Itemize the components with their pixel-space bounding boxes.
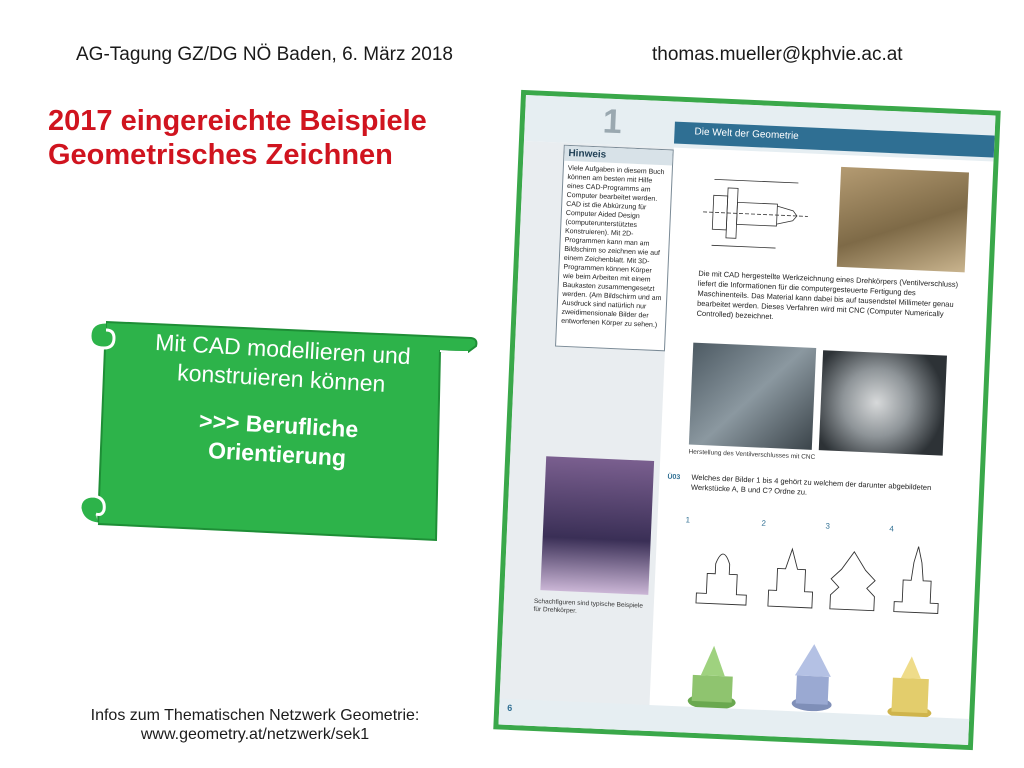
chapter-number: 1 [602, 102, 623, 142]
photo-lathe-chuck [819, 350, 947, 455]
photo-turned-parts [837, 167, 969, 272]
scroll-line-2a: >>> Berufliche [198, 407, 359, 443]
exercise-label: Ü03 [667, 473, 681, 482]
page-number: 6 [506, 702, 513, 714]
footer-link[interactable]: www.geometry.at/netzwerk/sek1 [140, 726, 370, 743]
photo-chess-pieces [540, 456, 654, 595]
figure-label-1: 1 [685, 515, 691, 525]
cad-description: Die mit CAD hergestellte Werkzeichnung eines Drehkörpers (Ventilverschluss) liefert die Informationen für die computergesteuerte Fertigung des Maschinenteils. Das Material kann dabei bis auf tausendstel Millimeter genau bearbeitet werden. Dieses Verfahren wird mit CNC (Computer Numerically Controlled) bezeichnet. [696, 268, 959, 322]
caption-cnc: Herstellung des Ventilverschlusses mit CNC [688, 448, 816, 462]
figure-label-4: 4 [889, 524, 895, 534]
book-page-image [493, 90, 1000, 750]
footer-line1: Infos zum Thematischen Netzwerk Geometrie: [90, 707, 420, 724]
scroll-line-2b: Orientierung [207, 437, 347, 471]
scroll-text [97, 325, 464, 479]
hinweis-box [555, 145, 674, 352]
hinweis-body: Viele Aufgaben in diesem Buch können am besten mit Hilfe eines CAD-Programms am Computer bearbeitet werden. CAD ist die Abkürzung für Computer Aided Design (computerunterstütztes Konstruieren). Mit 2D-Programmen kann man am Bildschirm so zeichnen wie auf einem Zeichenblatt. Mit 3D-Programmen können Körper wie beim Arbeiten mit einem Baukasten zusammengesetzt werden. (Am Bildschirm und am Ausdruck sind natürlich nur zweidimensionale Bilder der entworfenen Körper zu sehen.) [560, 164, 665, 329]
hinweis-title: Hinweis [564, 146, 673, 166]
slide-title-line1: 2017 eingereichte Beispiele [48, 105, 427, 137]
technical-drawing [691, 164, 820, 259]
figure-label-3: 3 [825, 521, 831, 531]
exercise-question: Welches der Bilder 1 bis 4 gehört zu welchem der darunter abgebildeten Werkstücke A, B und C? Ordne zu. [690, 472, 932, 497]
footer-info [40, 706, 470, 744]
scroll-line-1a: Mit CAD modellieren und [154, 328, 412, 370]
chapter-title: Die Welt der Geometrie [694, 126, 799, 142]
figure-outlines [676, 512, 970, 625]
slide-title-line2: Geometrisches Zeichnen [48, 139, 393, 171]
header-email: thomas.mueller@kphvie.ac.at [652, 44, 903, 65]
header-event: AG-Tagung GZ/DG NÖ Baden, 6. März 2018 [76, 44, 454, 65]
caption-chess: Schachfiguren sind typische Beispiele für Drehkörper. [533, 597, 644, 615]
scroll-line-1b: konstruieren können [176, 359, 387, 397]
slide-title [48, 104, 427, 172]
photo-cnc-worker [689, 343, 816, 450]
figure-label-2: 2 [761, 518, 767, 528]
